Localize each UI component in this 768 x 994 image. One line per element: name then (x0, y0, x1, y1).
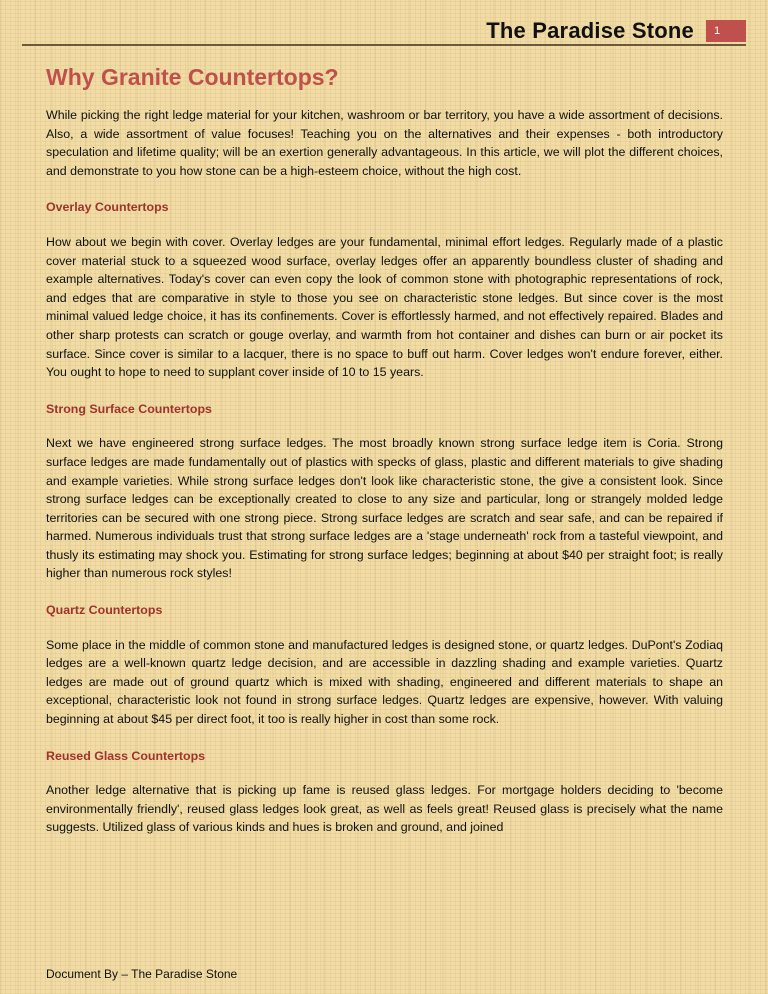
section-body-overlay: How about we begin with cover. Overlay ledges are your fundamental, minimal effort ledges. Regularly made of a plastic cover material stuck to a squeezed wood surface, overlay ledges offer an apparently boundless cluster of shading and example alternatives. Today's cover can even copy the look of common stone with photographic representations of rock, and edges that are comparative in style to those you see on characteristic stone ledges. But since cover is the most minimal valued ledge choice, it has its confinements. Cover is effortlessly harmed, and not effectively repaired. Blades and other sharp protests can scratch or gouge overlay, and warmth from hot container and dishes can burn or air pocket its surface. Since cover is similar to a lacquer, there is no space to buff out harm. Cover ledges won't endure forever, either. You ought to hope to need to supplant cover inside of 10 to 15 years. (46, 234, 723, 380)
section-body-reused-glass: Another ledge alternative that is picking up fame is reused glass ledges. For mortgage holders deciding to 'become environmentally friendly', reused glass ledges look great, as well as feels great! Reused glass is precisely what the name suggests. Utilized glass of various kinds and hues is broken and ground, and joined (46, 783, 723, 835)
section-heading-strong-surface: Strong Surface Countertops (46, 401, 212, 416)
brand-title: The Paradise Stone (486, 18, 694, 43)
section-heading-overlay: Overlay Countertops (46, 200, 169, 215)
document-body (46, 62, 723, 837)
intro-paragraph: While picking the right ledge material for your kitchen, washroom or bar territory, you have a wide assortment of decisions. Also, a wide assortment of value focuses! Teaching you on the alternatives and their expenses - both introductory speculation and lifetime quality; will be an exertion generally advantageous. In this article, we will plot the different choices, and demonstrate to you how stone can be a high-esteem choice, without the high cost. (46, 108, 723, 178)
page-number-badge: 1 (706, 20, 746, 42)
section-heading-quartz: Quartz Countertops (46, 603, 163, 618)
page-footer: Document By – The Paradise Stone (46, 967, 238, 981)
section-heading-reused-glass: Reused Glass Countertops (46, 748, 206, 763)
document-title: Why Granite Countertops? (46, 64, 339, 90)
page-header (22, 14, 746, 46)
section-body-strong-surface: Next we have engineered strong surface ledges. The most broadly known strong surface ledge item is Coria. Strong surface ledges are made fundamentally out of plastics with specks of glass, plastic and different materials to give shading and example varieties. While strong surface ledges don't look like characteristic stone, the give a consistent look. Since strong surface ledges can be exceptionally created to close to any size and particular, long or strangely molded ledge territories can be secured with one strong piece. Strong surface ledges are scratch and sear safe, and can be repaired if harmed. Numerous individuals trust that strong surface ledges are a 'stage underneath' rock from a tasteful viewpoint, and thusly its estimating may shock you. Estimating for strong surface ledges; beginning at about $40 per straight foot; is really higher than numerous rock styles! (46, 436, 723, 581)
section-body-quartz: Some place in the middle of common stone and manufactured ledges is designed stone, or quartz ledges. DuPont's Zodiaq ledges are a well-known quartz ledge decision, and are accessible in dazzling shading and example varieties. Quartz ledges are made out of ground quartz which is mixed with shading, engineered and different materials to shape an exceptional, characteristic look not found in strong surface ledges. Quartz ledges are expensive, however. With valuing beginning at about $45 per direct foot, it too is really higher in cost than some rock. (46, 637, 723, 727)
